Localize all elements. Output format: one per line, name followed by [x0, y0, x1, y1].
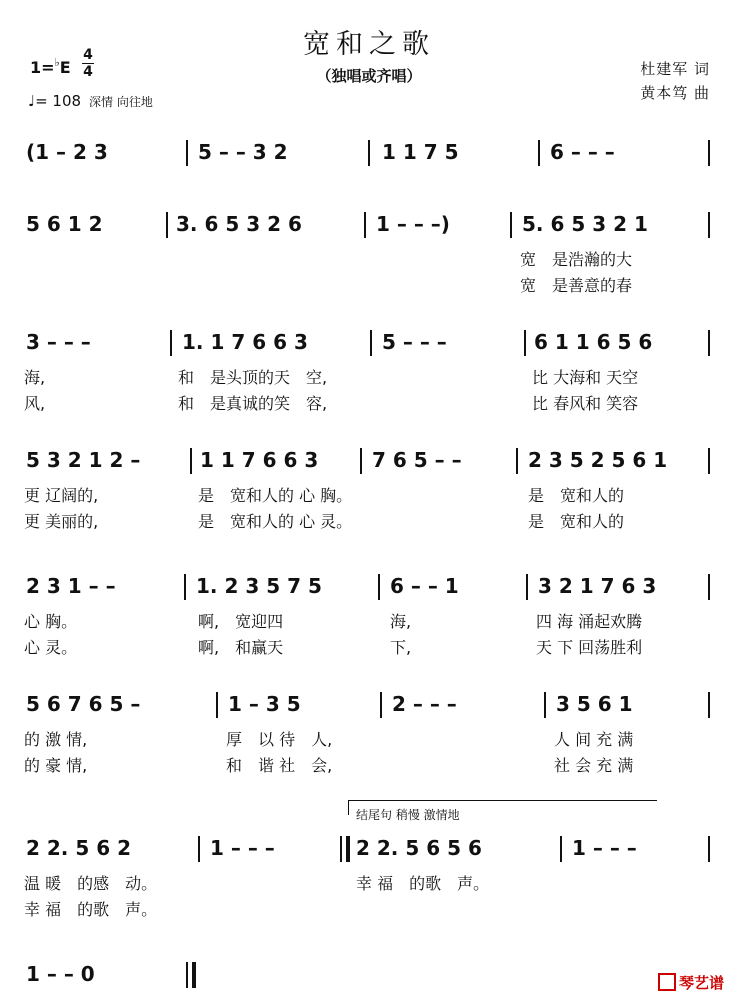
- barline: [708, 692, 710, 718]
- row1-bar3-notes: 1 1 7 5: [382, 140, 459, 164]
- row3-lyric1-a: 海,: [24, 368, 46, 387]
- row5-lyric2-c: 下,: [390, 638, 412, 657]
- row2-bar1-notes: 5 6 1 2: [26, 212, 103, 236]
- barline: [364, 212, 366, 238]
- barline: [708, 448, 710, 474]
- row2-lyric1: 宽 是浩瀚的大: [520, 250, 633, 269]
- row6-lyric2-a: 的 豪 情,: [24, 756, 88, 775]
- expression-mark: 深情 向往地: [89, 95, 153, 109]
- flat-icon: ♭: [54, 56, 60, 69]
- row5-bar4-notes: 3 2 1 7 6 3: [538, 574, 657, 598]
- row6-bar3-notes: 2 – – –: [392, 692, 457, 716]
- row1-bar1-notes: (1 – 2 3: [26, 140, 108, 164]
- row5-lyric2-a: 心 灵。: [24, 638, 78, 657]
- row4-bar3-notes: 7 6 5 – –: [372, 448, 462, 472]
- row4-lyric2-c: 是 宽和人的: [528, 512, 625, 531]
- row3-lyric2-a: 风,: [24, 394, 46, 413]
- row7-lyric2-a: 幸 福 的歌 声。: [24, 900, 158, 919]
- barline: [524, 330, 526, 356]
- row4-lyric1-b: 是 宽和人的 心 胸。: [198, 486, 353, 505]
- barline: [708, 574, 710, 600]
- row4-bar1-notes: 5 3 2 1 2 –: [26, 448, 141, 472]
- row6-lyric2-c: 社 会 充 满: [554, 756, 634, 775]
- row6-lyric2-b: 和 谐 社 会,: [226, 756, 333, 775]
- row7-bar2-notes: 1 – – –: [210, 836, 275, 860]
- time-bottom: 4: [83, 64, 93, 80]
- repeat-barline-thin: [340, 836, 342, 862]
- barline: [560, 836, 562, 862]
- row4-bar2-notes: 1 1 7 6 6 3: [200, 448, 319, 472]
- row8-bar1-notes: 1 – – 0: [26, 962, 95, 986]
- row5-bar1-notes: 2 3 1 – –: [26, 574, 116, 598]
- key-signature: [30, 56, 71, 77]
- page-title: 宽和之歌: [303, 29, 435, 60]
- barline: [360, 448, 362, 474]
- row5-lyric2-d: 天 下 回荡胜利: [536, 638, 643, 657]
- key-note: E: [59, 58, 71, 77]
- barline: [708, 212, 710, 238]
- row3-lyric1-c: 比 大海和 天空: [532, 368, 639, 387]
- row3-lyric1-b: 和 是头顶的天 空,: [178, 368, 328, 387]
- barline: [216, 692, 218, 718]
- row3-lyric2-b: 和 是真诚的笑 容,: [178, 394, 328, 413]
- row6-bar2-notes: 1 – 3 5: [228, 692, 301, 716]
- barline: [186, 140, 188, 166]
- row7-bar3-notes: 2 2. 5 6 5 6: [356, 836, 482, 860]
- row2-bar3-notes: 1 – – –): [376, 212, 450, 236]
- row4-lyric1-a: 更 辽阔的,: [24, 486, 99, 505]
- barline: [510, 212, 512, 238]
- row7-bar4-notes: 1 – – –: [572, 836, 637, 860]
- barline: [544, 692, 546, 718]
- row4-lyric1-c: 是 宽和人的: [528, 486, 625, 505]
- row1-bar2-notes: 5 – – 3 2: [198, 140, 288, 164]
- row3-bar4-notes: 6 1 1 6 5 6: [534, 330, 653, 354]
- barline: [368, 140, 370, 166]
- barline: [190, 448, 192, 474]
- barline: [170, 330, 172, 356]
- key-label: 1=: [30, 58, 55, 77]
- row5-lyric1-b: 啊, 宽迎四: [198, 612, 284, 631]
- row2-lyric2: 宽 是善意的春: [520, 276, 633, 295]
- barline: [378, 574, 380, 600]
- row3-bar1-notes: 3 – – –: [26, 330, 91, 354]
- final-barline-thick: [192, 962, 196, 988]
- row6-bar4-notes: 3 5 6 1: [556, 692, 633, 716]
- row3-bar2-notes: 1. 1 7 6 6 3: [182, 330, 308, 354]
- barline: [166, 212, 168, 238]
- barline: [516, 448, 518, 474]
- coda-instruction: 结尾句 稍慢 激情地: [356, 808, 460, 822]
- barline: [526, 574, 528, 600]
- row7-lyric1-b: 幸 福 的歌 声。: [356, 874, 490, 893]
- barline: [708, 836, 710, 862]
- barline: [380, 692, 382, 718]
- row5-lyric1-d: 四 海 涌起欢腾: [536, 612, 643, 631]
- row6-lyric1-a: 的 激 情,: [24, 730, 88, 749]
- row7-lyric1-a: 温 暖 的感 动。: [24, 874, 158, 893]
- time-top: 4: [83, 47, 93, 63]
- row1-bar4-notes: 6 – – –: [550, 140, 615, 164]
- row4-bar4-notes: 2 3 5 2 5 6 1: [528, 448, 668, 472]
- row5-lyric2-b: 啊, 和赢天: [198, 638, 284, 657]
- row7-bar1-notes: 2 2. 5 6 2: [26, 836, 132, 860]
- row5-lyric1-c: 海,: [390, 612, 412, 631]
- row4-lyric2-a: 更 美丽的,: [24, 512, 99, 531]
- repeat-barline-thick: [346, 836, 350, 862]
- row2-bar4-notes: 5. 6 5 3 2 1: [522, 212, 648, 236]
- tempo-mark: [28, 92, 153, 110]
- barline: [708, 140, 710, 166]
- watermark-logo: [658, 972, 724, 993]
- page-subtitle: （独唱或齐唱）: [316, 67, 422, 85]
- tempo-value: ♩= 108: [28, 92, 82, 110]
- watermark-text: 琴艺谱: [678, 974, 724, 992]
- row4-lyric2-b: 是 宽和人的 心 灵。: [198, 512, 353, 531]
- row5-bar2-notes: 1. 2 3 5 7 5: [196, 574, 322, 598]
- barline: [538, 140, 540, 166]
- row6-bar1-notes: 5 6 7 6 5 –: [26, 692, 141, 716]
- lyricist-credit: 杜建军 词: [640, 60, 710, 78]
- barline: [370, 330, 372, 356]
- logo-icon: [658, 973, 676, 991]
- row5-bar3-notes: 6 – – 1: [390, 574, 459, 598]
- barline: [708, 330, 710, 356]
- final-barline-thin: [186, 962, 188, 988]
- row6-lyric1-b: 厚 以 待 人,: [226, 730, 333, 749]
- row2-bar2-notes: 3. 6 5 3 2 6: [176, 212, 302, 236]
- row6-lyric1-c: 人 间 充 满: [554, 730, 634, 749]
- row3-lyric2-c: 比 春风和 笑容: [532, 394, 639, 413]
- composer-credit: 黄本笃 曲: [640, 84, 710, 102]
- barline: [184, 574, 186, 600]
- row5-lyric1-a: 心 胸。: [24, 612, 78, 631]
- time-signature: [82, 48, 94, 79]
- barline: [198, 836, 200, 862]
- row3-bar3-notes: 5 – – –: [382, 330, 447, 354]
